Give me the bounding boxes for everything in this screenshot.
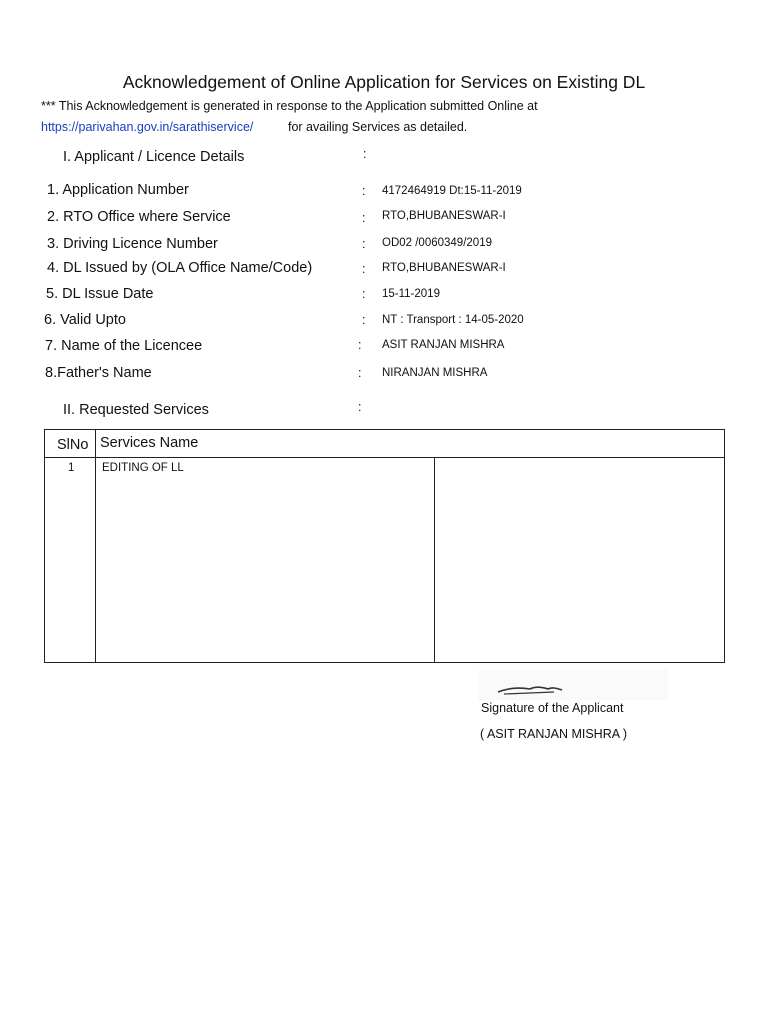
applicant-name-signature: ( ASIT RANJAN MISHRA ) — [480, 727, 628, 741]
application-number-value: 4172464919 Dt:15-11-2019 — [382, 185, 522, 197]
handwritten-signature — [478, 670, 668, 700]
section-applicant-details-colon: : — [363, 147, 367, 161]
rto-office-value: RTO,BHUBANESWAR-I — [382, 210, 506, 222]
dl-issue-date-label: 5. DL Issue Date — [46, 286, 154, 302]
application-number-label: 1. Application Number — [47, 182, 189, 198]
detail-colon: : — [358, 366, 362, 380]
section-applicant-details-heading: I. Applicant / Licence Details — [63, 149, 245, 165]
detail-colon: : — [358, 338, 362, 352]
note-line: *** This Acknowledgement is generated in response to the Application submitted Online at — [41, 99, 538, 113]
valid-upto-value: NT : Transport : 14-05-2020 — [382, 314, 524, 326]
driving-licence-number-label: 3. Driving Licence Number — [47, 236, 218, 252]
detail-colon: : — [362, 211, 366, 225]
valid-upto-label: 6. Valid Upto — [44, 312, 126, 328]
detail-colon: : — [362, 184, 366, 198]
table-row-service-name: EDITING OF LL — [102, 462, 184, 474]
section-requested-services-colon: : — [358, 400, 362, 414]
dl-issued-by-value: RTO,BHUBANESWAR-I — [382, 262, 506, 274]
services-table — [44, 429, 725, 663]
signature-area — [478, 670, 668, 700]
table-header-divider — [45, 457, 724, 458]
driving-licence-number-value: OD02 /0060349/2019 — [382, 237, 492, 249]
table-column-divider — [95, 430, 96, 662]
table-header-slno: SlNo — [57, 437, 89, 453]
section-requested-services-heading: II. Requested Services — [63, 402, 209, 418]
dl-issued-by-label: 4. DL Issued by (OLA Office Name/Code) — [47, 260, 313, 276]
detail-colon: : — [362, 287, 366, 301]
detail-colon: : — [362, 237, 366, 251]
note-line-continuation: for availing Services as detailed. — [288, 120, 468, 134]
table-header-services-name: Services Name — [100, 435, 199, 451]
fathers-name-value: NIRANJAN MISHRA — [382, 367, 488, 379]
detail-colon: : — [362, 313, 366, 327]
document-title: Acknowledgement of Online Application for Services on Existing DL — [122, 72, 646, 92]
rto-office-label: 2. RTO Office where Service — [47, 209, 231, 225]
dl-issue-date-value: 15-11-2019 — [382, 288, 440, 300]
table-row-slno: 1 — [68, 462, 75, 474]
service-url-link[interactable]: https://parivahan.gov.in/sarathiservice/ — [41, 120, 254, 134]
licencee-name-label: 7. Name of the Licencee — [45, 338, 203, 354]
detail-colon: : — [362, 262, 366, 276]
licencee-name-value: ASIT RANJAN MISHRA — [382, 339, 505, 351]
signature-caption: Signature of the Applicant — [481, 701, 624, 715]
fathers-name-label: 8.Father's Name — [45, 365, 152, 381]
table-column-divider — [434, 457, 435, 662]
